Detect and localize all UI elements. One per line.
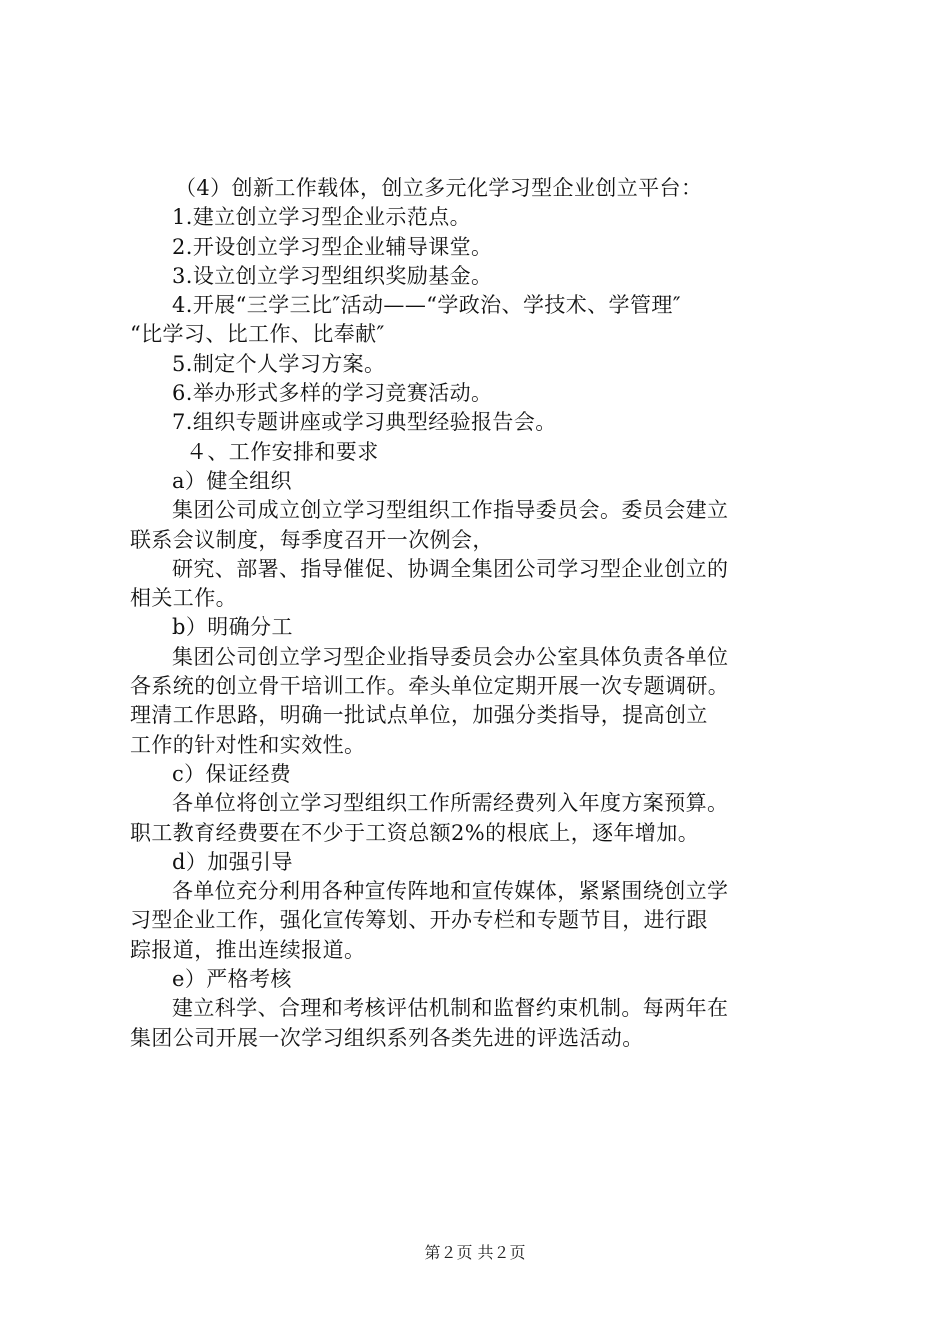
text-line: 联系会议制度，每季度召开一次例会， <box>130 527 494 552</box>
text-line: 5.制定个人学习方案。 <box>172 351 386 376</box>
text-line: （4）创新工作载体，创立多元化学习型企业创立平台： <box>175 176 703 200</box>
text-line: 集团公司创立学习型企业指导委员会办公室具体负责各单位 <box>172 644 729 669</box>
text-line: 各单位将创立学习型组织工作所需经费列入年度方案预算。 <box>172 791 729 816</box>
text-line: 各系统的创立骨干培训工作。牵头单位定期开展一次专题调研。 <box>130 674 730 699</box>
text-line: 踪报道，推出连续报道。 <box>130 937 366 962</box>
text-line: 建立科学、合理和考核评估机制和监督约束机制。每两年在 <box>172 996 729 1021</box>
text-line: 4.开展“三学三比″活动——“学政治、学技术、学管理″ <box>172 293 681 318</box>
subsection-heading: c）保证经费 <box>172 761 292 786</box>
text-line: 职工教育经费要在不少于工资总额2%的根底上，逐年增加。 <box>130 820 700 845</box>
text-line: 研究、部署、指导催促、协调全集团公司学习型企业创立的 <box>172 556 729 581</box>
text-line: “比学习、比工作、比奉献″ <box>130 322 385 347</box>
section-heading: ４、工作安排和要求 <box>186 439 379 464</box>
text-line: 各单位充分利用各种宣传阵地和宣传媒体，紧紧围绕创立学 <box>172 879 729 904</box>
page-number: 第２页 共２页 <box>424 1243 526 1262</box>
text-line: 理清工作思路，明确一批试点单位，加强分类指导，提高创立 <box>130 703 708 728</box>
page-footer <box>0 1243 950 1263</box>
subsection-heading: a）健全组织 <box>172 468 292 493</box>
text-line: 集团公司成立创立学习型组织工作指导委员会。委员会建立 <box>172 498 729 523</box>
text-line: 2.开设创立学习型企业辅导课堂。 <box>172 234 493 259</box>
text-line: 7.组织专题讲座或学习典型经验报告会。 <box>172 410 557 435</box>
text-line: 集团公司开展一次学习组织系列各类先进的评选活动。 <box>130 1025 644 1050</box>
subsection-heading: d）加强引导 <box>172 849 293 874</box>
text-line: 工作的针对性和实效性。 <box>130 732 366 757</box>
text-line: 3.设立创立学习型组织奖励基金。 <box>172 263 493 288</box>
document-body <box>130 174 830 1053</box>
text-line: 习型企业工作，强化宣传筹划、开办专栏和专题节目，进行跟 <box>130 908 708 933</box>
subsection-heading: b）明确分工 <box>172 615 293 640</box>
text-line: 相关工作。 <box>130 586 237 611</box>
subsection-heading: e）严格考核 <box>172 967 292 992</box>
text-line: 1.建立创立学习型企业示范点。 <box>172 205 472 230</box>
text-line: 6.举办形式多样的学习竞赛活动。 <box>172 381 493 406</box>
